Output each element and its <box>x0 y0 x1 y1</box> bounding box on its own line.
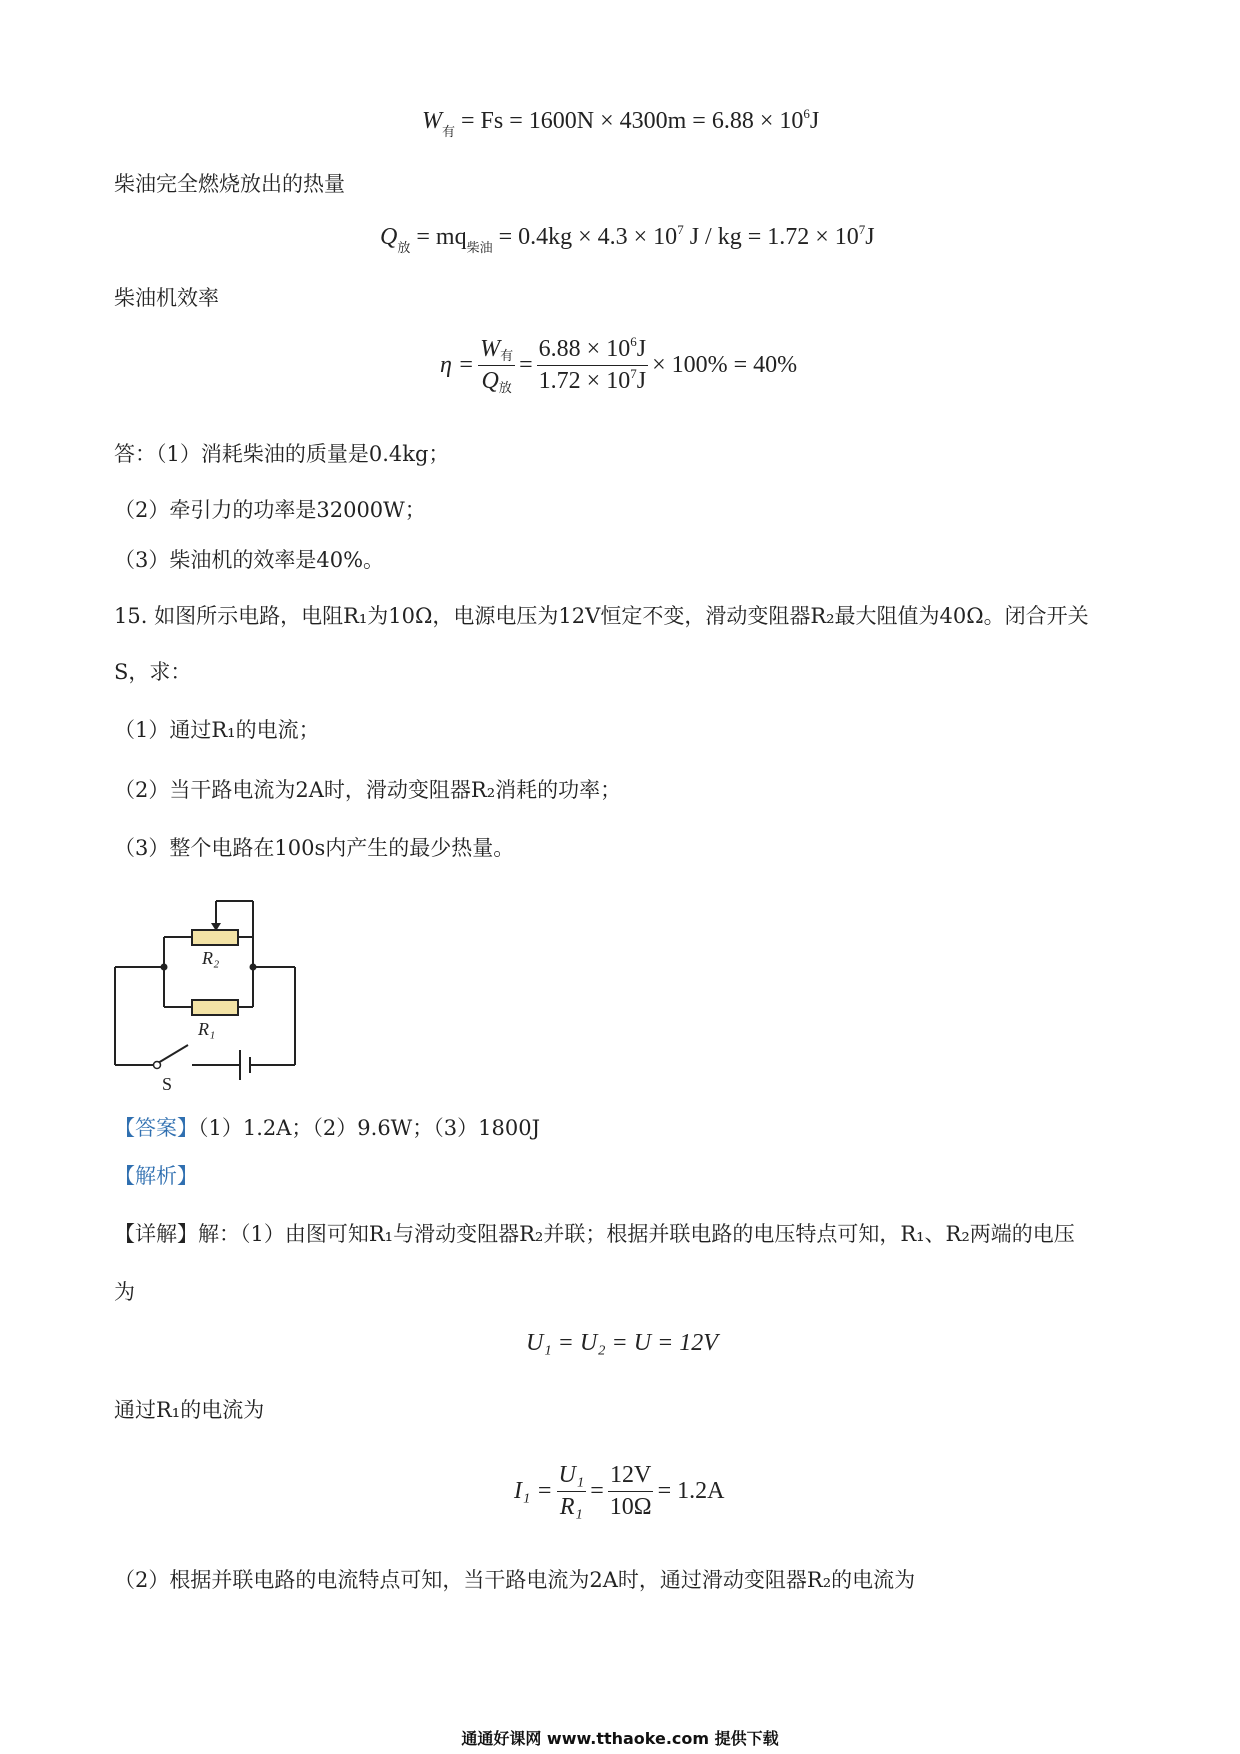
answer-summary <box>114 1114 540 1143</box>
circuit-diagram <box>100 885 310 1095</box>
question-15-stem: 15. 如图所示电路，电阻R₁为10Ω，电源电压为12V恒定不变，滑动变阻器R₂最大阻值为40Ω。闭合开关 <box>114 604 1089 628</box>
page-footer: 通通好课网 www.tthaoke.com 提供下载 <box>461 1729 779 1748</box>
answer-line-3: （3）柴油机的效率是40%。 <box>114 548 385 572</box>
detail-line-1: 【详解】解：（1）由图可知R₁与滑动变阻器R₂并联；根据并联电路的电压特点可知，R₁、R₂两端的电压 <box>114 1222 1075 1246</box>
r1-label: R₁ <box>198 1019 216 1039</box>
equation-useful-work: $W_有 = Fs = 1600N \times 4300m = 6.88 \times 10^6J$ <box>422 106 820 139</box>
question-15-part-2: （2）当干路电流为2A时，滑动变阻器R₂消耗的功率； <box>114 778 622 802</box>
question-15-part-1: （1）通过R₁的电流； <box>114 718 320 742</box>
equation-voltage: U₁ = U₂ = U = 12V <box>526 1330 718 1356</box>
detail-line-4: （2）根据并联电路的电流特点可知，当干路电流为2A时，通过滑动变阻器R₂的电流为 <box>114 1568 916 1592</box>
detail-line-3: 通过R₁的电流为 <box>114 1398 265 1422</box>
answer-tag: 【答案】 <box>114 1116 198 1140</box>
switch-contact-icon <box>154 1062 161 1069</box>
text-efficiency: 柴油机效率 <box>114 286 219 310</box>
detail-line-2: 为 <box>114 1280 135 1304</box>
question-15-part-3: （3）整个电路在100s内产生的最少热量。 <box>114 836 515 860</box>
text-heat-released: 柴油完全燃烧放出的热量 <box>114 172 345 196</box>
resistor-r1 <box>192 1000 238 1015</box>
r2-label: R₂ <box>202 948 220 968</box>
analysis-tag: 【解析】 <box>114 1164 198 1188</box>
switch-label: S <box>162 1074 173 1094</box>
equation-heat: $Q_放 = mq_{柴油} = 0.4kg \times 4.3 \times 10^7$ J / kg = $1.72 \times 10^7J$ <box>380 222 875 255</box>
answer-text: （1）1.2A；（2）9.6W；（3）1800J <box>198 1116 540 1140</box>
question-15-stem-cont: S，求： <box>114 660 192 684</box>
equation-current: I₁ = $\frac{\text{U₁}}{\text{R₁}}$ = $\frac{12V}{10\Omega}$ = 1.2A <box>514 1462 725 1520</box>
equation-efficiency: η = $\frac{\text{W有}}{\text{Q放}}$ = $\frac{6.88 \times 10^6J}{1.72 \times 10^7J}$ × 100% = 40% <box>440 334 798 395</box>
answer-line-1: 答：（1）消耗柴油的质量是0.4kg； <box>114 442 450 466</box>
answer-line-2: （2）牵引力的功率是32000W； <box>114 498 426 522</box>
resistor-r2 <box>192 930 238 945</box>
